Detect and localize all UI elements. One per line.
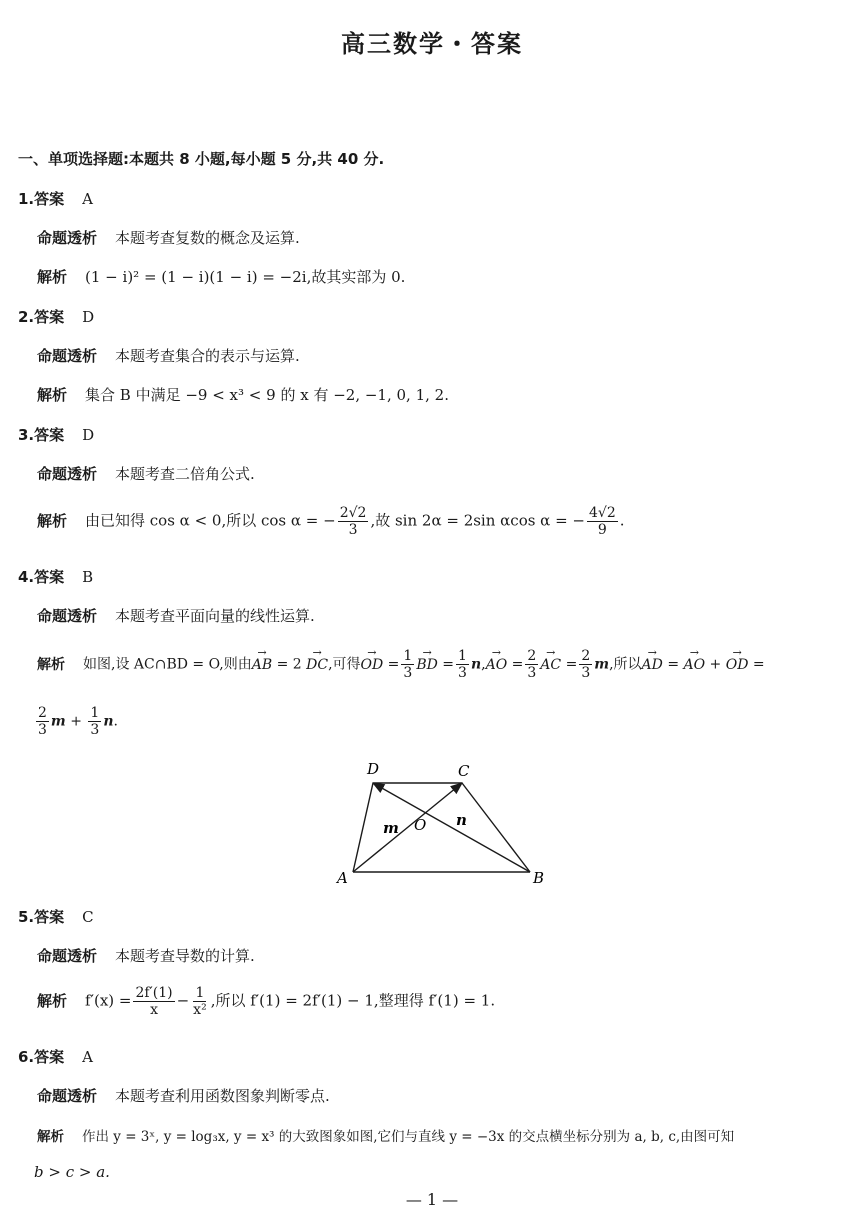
label-m: m — [383, 819, 399, 837]
q1-analysis: (1 − i)² = (1 − i)(1 − i) = −2i,故其实部为 0. — [85, 268, 406, 286]
answer-label: 答案 — [34, 190, 65, 208]
analysis-label: 解析 — [37, 386, 68, 404]
q5-analysis-line — [37, 985, 495, 1018]
section-heading: 一、单项选择题:本题共 8 小题,每小题 5 分,共 40 分. — [18, 150, 385, 168]
purpose-label: 命题透析 — [37, 229, 98, 247]
numerator: 2 — [38, 705, 47, 721]
equals-sign: = — [511, 656, 524, 673]
q2-answer-line — [18, 306, 94, 327]
label-c: C — [458, 762, 470, 780]
q3-analysis-line — [37, 505, 625, 538]
numerator: 2 — [527, 648, 537, 664]
answer-label: 答案 — [34, 1048, 65, 1066]
q3-frac2-denominator: 9 — [597, 522, 607, 538]
denominator: x² — [193, 1002, 207, 1018]
analysis-label: 解析 — [37, 991, 68, 1010]
vector-m: m — [50, 713, 66, 730]
denominator: x — [150, 1002, 158, 1018]
vector-n: n — [470, 656, 482, 673]
analysis-label: 解析 — [37, 656, 65, 673]
q3-frac2-numerator: 4√2 — [589, 505, 616, 521]
q3-purpose-line — [37, 463, 255, 484]
purpose-label: 命题透析 — [37, 607, 98, 625]
q4-get: ,可得 — [328, 656, 361, 673]
q3-analysis-part1: 由已知得 cos α < 0,所以 cos α = − — [85, 511, 336, 530]
q3-purpose: 本题考查二倍角公式. — [115, 465, 255, 483]
label-n: n — [456, 811, 467, 829]
plus-sign: + — [709, 656, 722, 673]
q5-fraction-2 — [191, 985, 209, 1018]
comma: , — [481, 656, 486, 673]
purpose-label: 命题透析 — [37, 465, 98, 483]
numerator: 1 — [195, 985, 205, 1001]
period: . — [113, 713, 118, 730]
label-a: A — [337, 869, 348, 887]
q4-intro: 如图,设 AC∩BD = O,则由 — [83, 656, 252, 673]
fraction-one-third — [456, 648, 469, 681]
q3-answer-line — [18, 424, 94, 445]
q6-analysis-line — [37, 1125, 734, 1145]
denominator: 3 — [38, 722, 47, 738]
answer-label: 答案 — [34, 568, 65, 586]
q6-answer: A — [82, 1048, 93, 1066]
q5-purpose-line — [37, 945, 255, 966]
q5-rest: ,所以 f′(1) = 2f′(1) − 1,整理得 f′(1) = 1. — [210, 991, 496, 1010]
q5-answer: C — [82, 908, 94, 926]
q3-frac1-denominator: 3 — [348, 522, 358, 538]
numerator: 1 — [403, 648, 413, 664]
purpose-label: 命题透析 — [37, 947, 98, 965]
vector-bd: → BD — [416, 657, 438, 673]
q1-purpose-line — [37, 227, 300, 248]
equals-sign: = — [752, 656, 765, 673]
q4-purpose-line — [37, 605, 315, 626]
q6-purpose-line — [37, 1085, 330, 1106]
vector-ao: → AO — [684, 657, 706, 673]
q6-analysis-line1: 作出 y = 3ˣ, y = log₃x, y = x³ 的大致图象如图,它们与直线 y = −3x 的交点横坐标分别为 a, b, c,由图可知 — [82, 1129, 735, 1145]
denominator: 3 — [581, 665, 591, 681]
purpose-label: 命题透析 — [37, 1087, 98, 1105]
answer-label: 答案 — [34, 426, 65, 444]
vector-dc: → DC — [306, 657, 328, 673]
q3-frac1-numerator: 2√2 — [339, 505, 367, 521]
numerator: 1 — [458, 648, 467, 664]
numerator: 2 — [581, 648, 591, 664]
equals-sign: = — [442, 656, 455, 673]
vector-ad: → AD — [642, 657, 663, 673]
q2-analysis: 集合 B 中满足 −9 < x³ < 9 的 x 有 −2, −1, 0, 1, 2. — [85, 386, 449, 404]
q4-so: ,所以 — [609, 656, 642, 673]
edge-cb — [462, 783, 530, 872]
q2-answer: D — [82, 308, 95, 326]
q1-answer-line — [18, 188, 93, 209]
q6-answer-line — [18, 1046, 93, 1067]
q4-eq2: = 2 — [276, 656, 302, 673]
q5-lhs: f′(x) = — [85, 991, 132, 1010]
page-title: 高三数学・答案 — [341, 30, 523, 58]
q6-analysis-line2: b > c > a. — [34, 1163, 110, 1181]
q4-analysis-continued — [34, 705, 118, 738]
vector-m: m — [594, 656, 610, 673]
q1-answer: A — [82, 190, 93, 208]
denominator: 3 — [458, 665, 467, 681]
fraction-one-third — [88, 705, 101, 738]
q3-fraction-1 — [338, 505, 369, 538]
q4-analysis-line — [37, 648, 765, 681]
denominator: 3 — [90, 722, 100, 738]
q6-purpose: 本题考查利用函数图象判断零点. — [115, 1087, 330, 1105]
q4-purpose: 本题考查平面向量的线性运算. — [115, 607, 315, 625]
fraction-two-thirds — [525, 648, 538, 681]
q1-analysis-line — [37, 266, 405, 287]
analysis-label: 解析 — [37, 1129, 64, 1145]
plus-sign: + — [70, 713, 82, 730]
q5-purpose: 本题考查导数的计算. — [115, 947, 255, 965]
vector-ao: → AO — [486, 657, 508, 673]
q2-analysis-line — [37, 384, 449, 405]
numerator: 2f′(1) — [135, 985, 173, 1001]
answer-label: 答案 — [34, 308, 65, 326]
denominator: 3 — [527, 665, 537, 681]
denominator: 3 — [403, 665, 413, 681]
q4-answer-line — [18, 566, 93, 587]
q3-analysis-part2: ,故 sin 2α = 2sin αcos α = − — [370, 511, 585, 530]
vector-n: n — [103, 713, 114, 730]
analysis-label: 解析 — [37, 268, 68, 286]
q2-purpose-line — [37, 345, 300, 366]
vector-ab: → AB — [252, 657, 272, 673]
fraction-two-thirds — [579, 648, 592, 681]
label-d: D — [367, 760, 380, 778]
equals-sign: = — [565, 656, 578, 673]
q4-number: 4. — [18, 568, 35, 586]
vector-ac: → AC — [540, 657, 561, 673]
q3-fraction-2 — [587, 505, 618, 538]
label-b: B — [533, 869, 545, 887]
q2-number: 2. — [18, 308, 35, 326]
trapezoid-diagram — [325, 755, 565, 890]
analysis-label: 解析 — [37, 511, 68, 530]
fraction-two-thirds — [36, 705, 49, 738]
equals-sign: = — [667, 656, 680, 673]
label-o: O — [414, 816, 427, 834]
numerator: 1 — [90, 705, 100, 721]
q5-number: 5. — [18, 908, 35, 926]
q4-answer: B — [82, 568, 94, 586]
q2-purpose: 本题考查集合的表示与运算. — [115, 347, 300, 365]
q5-answer-line — [18, 906, 94, 927]
q1-purpose: 本题考查复数的概念及运算. — [115, 229, 300, 247]
q6-number: 6. — [18, 1048, 35, 1066]
purpose-label: 命题透析 — [37, 347, 98, 365]
q3-answer: D — [82, 426, 95, 444]
fraction-one-third — [401, 648, 414, 681]
vector-od: → OD — [726, 657, 749, 673]
page-number: — 1 — — [405, 1190, 459, 1209]
q3-number: 3. — [18, 426, 35, 444]
q3-analysis-part3: . — [619, 511, 625, 530]
q5-fraction-1 — [133, 985, 174, 1018]
q1-number: 1. — [18, 190, 35, 208]
equals-sign: = — [387, 656, 400, 673]
minus-sign: − — [176, 991, 190, 1010]
vector-od: → OD — [361, 657, 384, 673]
answer-label: 答案 — [34, 908, 65, 926]
